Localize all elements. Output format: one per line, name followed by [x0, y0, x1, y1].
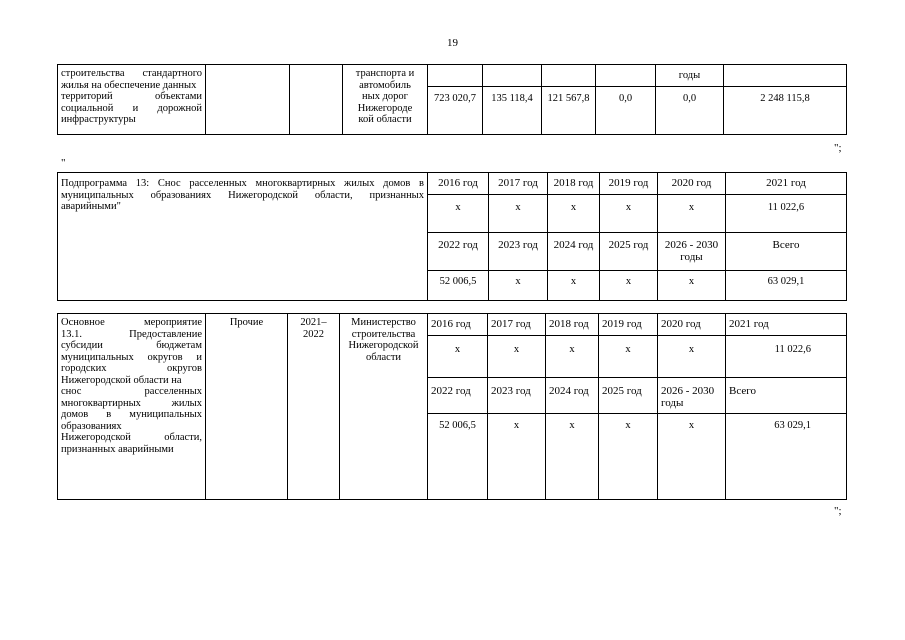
value-cell: x: [658, 336, 726, 378]
years-label: годы: [656, 65, 724, 87]
value-cell: x: [658, 195, 726, 233]
value-cell: x: [658, 414, 726, 500]
year-header: 2018 год: [548, 173, 600, 195]
total-value-cell: 2 248 115,8: [724, 87, 847, 135]
year-header: 2026 - 2030 годы: [658, 233, 726, 271]
year-header: 2016 год: [428, 314, 488, 336]
year-header: 2024 год: [546, 378, 599, 414]
executor-cell: Министерство строительства Нижегородской области: [340, 314, 428, 500]
empty-cell: [290, 65, 343, 135]
value-cell: 11 022,6: [726, 336, 847, 378]
empty-cell: [483, 65, 542, 87]
value-cell: 0,0: [656, 87, 724, 135]
empty-cell: [596, 65, 656, 87]
empty-cell: [542, 65, 596, 87]
measure-description: Основное мероприятие 13.1. Предоставление субсидии бюджетам муниципальных округов и городских округов Нижегородской области на снос расселенных многоквартирных жилых домов в муниципальных образованиях Нижегородской области, признанных аварийными: [58, 314, 206, 500]
value-cell: x: [546, 336, 599, 378]
year-header: 2019 год: [599, 314, 658, 336]
year-header: 2024 год: [548, 233, 600, 271]
value-cell: x: [548, 195, 600, 233]
value-cell: x: [546, 414, 599, 500]
value-cell: x: [548, 271, 600, 301]
value-cell: x: [488, 414, 546, 500]
value-cell: x: [600, 271, 658, 301]
subprogram-title: Подпрограмма 13: Снос расселенных многоквартирных жилых домов в муниципальных образованиях Нижегородской области, признанных аварийными": [58, 173, 428, 301]
value-cell: x: [599, 414, 658, 500]
year-header: 2020 год: [658, 314, 726, 336]
closing-quote: ";: [834, 142, 842, 154]
value-cell: x: [428, 336, 488, 378]
value-cell: x: [599, 336, 658, 378]
value-cell: x: [658, 271, 726, 301]
value-cell: 0,0: [596, 87, 656, 135]
total-value-cell: 63 029,1: [726, 271, 847, 301]
empty-cell: [428, 65, 483, 87]
year-header: 2022 год: [428, 378, 488, 414]
period-cell: 2021–2022: [288, 314, 340, 500]
year-header: 2025 год: [600, 233, 658, 271]
opening-quote: ": [61, 157, 66, 169]
empty-cell: [206, 65, 290, 135]
page-number: 19: [447, 37, 458, 49]
subprogram-table: [57, 172, 847, 301]
total-header: Всего: [726, 233, 847, 271]
year-header: 2021 год: [726, 173, 847, 195]
year-header: 2020 год: [658, 173, 726, 195]
year-header: 2023 год: [489, 233, 548, 271]
year-header: 2022 год: [428, 233, 489, 271]
continuation-table: [57, 64, 847, 135]
measure-table: [57, 313, 847, 500]
year-header: 2016 год: [428, 173, 489, 195]
year-header: 2021 год: [726, 314, 847, 336]
year-header: 2018 год: [546, 314, 599, 336]
value-cell: x: [488, 336, 546, 378]
empty-cell: [724, 65, 847, 87]
year-header: 2023 год: [488, 378, 546, 414]
year-header: 2026 - 2030 годы: [658, 378, 726, 414]
value-cell: 135 118,4: [483, 87, 542, 135]
value-cell: x: [489, 195, 548, 233]
year-header: 2025 год: [599, 378, 658, 414]
measure-description: строительства стандартного жилья на обеспечение данных территорий объектами социальной и дорожной инфраструктуры: [58, 65, 206, 135]
value-cell: 52 006,5: [428, 414, 488, 500]
value-cell: 52 006,5: [428, 271, 489, 301]
funding-type: Прочие: [206, 314, 288, 500]
executor-cell: транспорта и автомобиль ных дорог Нижегороде кой области: [343, 65, 428, 135]
total-value-cell: 63 029,1: [726, 414, 847, 500]
value-cell: 11 022,6: [726, 195, 847, 233]
value-cell: 121 567,8: [542, 87, 596, 135]
year-header: 2019 год: [600, 173, 658, 195]
closing-quote: ";: [834, 505, 842, 517]
year-header: 2017 год: [488, 314, 546, 336]
total-header: Всего: [726, 378, 847, 414]
value-cell: x: [428, 195, 489, 233]
value-cell: 723 020,7: [428, 87, 483, 135]
value-cell: x: [489, 271, 548, 301]
value-cell: x: [600, 195, 658, 233]
year-header: 2017 год: [489, 173, 548, 195]
